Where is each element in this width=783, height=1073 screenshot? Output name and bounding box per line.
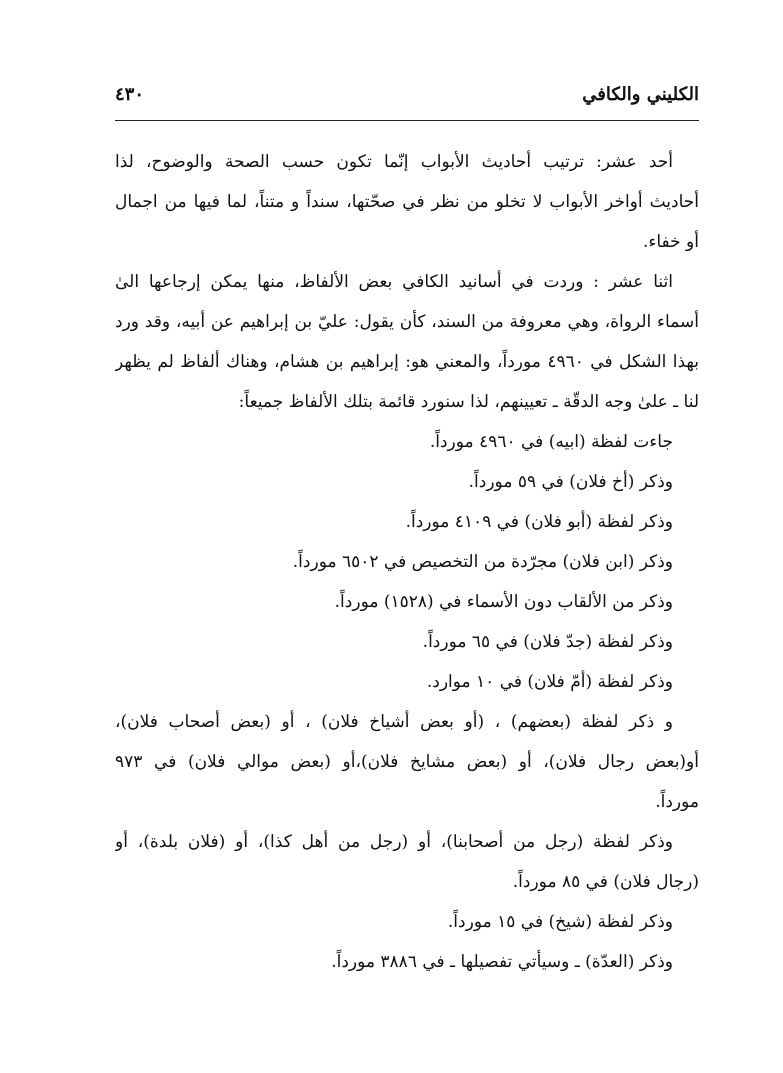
text-line: جاءت لفظة (ابيه) في ٤٩٦٠ مورداً. — [429, 432, 673, 452]
text-line: وذكر (ابن فلان) مجرّدة من التخصيص في ٦٥٠٢ مورداً. — [292, 552, 673, 572]
page-body — [115, 142, 699, 982]
text-line: وذكر (العدّة) ـ وسيأتي تفصيلها ـ في ٣٨٨٦ مورداً. — [331, 952, 673, 972]
running-header — [115, 78, 699, 121]
text-line: أحاديث أواخر الأبواب لا تخلو من نظر في صحّتها، سنداً و متناً، لما فيها من اجمال — [115, 192, 699, 212]
text-line: مورداً. — [655, 792, 699, 812]
text-line: أسماء الرواة، وهي معروفة من السند، كأن يقول: عليّ بن إبراهيم عن أبيه، وقد ورد — [115, 312, 699, 332]
text-line: وذكر لفظة (جدّ فلان) في ٦٥ مورداً. — [422, 632, 673, 652]
text-line: بهذا الشكل في ٤٩٦٠ مورداً، والمعني هو: إبراهيم بن هشام، وهناك ألفاظ لم يظهر — [115, 352, 699, 372]
text-line: وذكر لفظة (أمّ فلان) في ١٠ موارد. — [426, 672, 673, 692]
text-line: وذكر من الألقاب دون الأسماء في (١٥٢٨) مورداً. — [334, 592, 673, 612]
text-line: وذكر لفظة (أبو فلان) في ٤١٠٩ مورداً. — [405, 512, 673, 532]
text-line: اثنا عشر : وردت في أسانيد الكافي بعض الألفاظ، منها يمكن إرجاعها الىٰ — [115, 272, 673, 292]
text-line: وذكر لفظة (رجل من أصحابنا)، أو (رجل من أهل كذا)، أو (فلان بلدة)، أو — [115, 832, 673, 852]
text-line: أو خفاء. — [642, 232, 699, 252]
text-line: و ذكر لفظة (بعضهم) ، (أو بعض أشياخ فلان) ، أو (بعض أصحاب فلان)، — [115, 712, 673, 732]
text-line: لنا ـ علىٰ وجه الدقّة ـ تعيينهم، لذا سنورد قائمة بتلك الألفاظ جميعاً: — [238, 392, 699, 412]
text-line: أو(بعض رجال فلان)، أو (بعض مشايخ فلان)،أو (بعض موالي فلان) في ٩٧٣ — [115, 752, 699, 772]
book-title: الكليني والكافي — [582, 84, 699, 105]
text-line: (رجال فلان) في ٨٥ مورداً. — [512, 872, 699, 892]
text-line: وذكر (أخ فلان) في ٥٩ مورداً. — [468, 472, 673, 492]
page-number: ٤٣٠ — [115, 84, 145, 105]
text-line: وذكر لفظة (شيخ) في ١٥ مورداً. — [447, 912, 673, 932]
text-line: أحد عشر: ترتيب أحاديث الأبواب إنّما تكون حسب الصحة والوضوح، لذا — [115, 152, 673, 172]
